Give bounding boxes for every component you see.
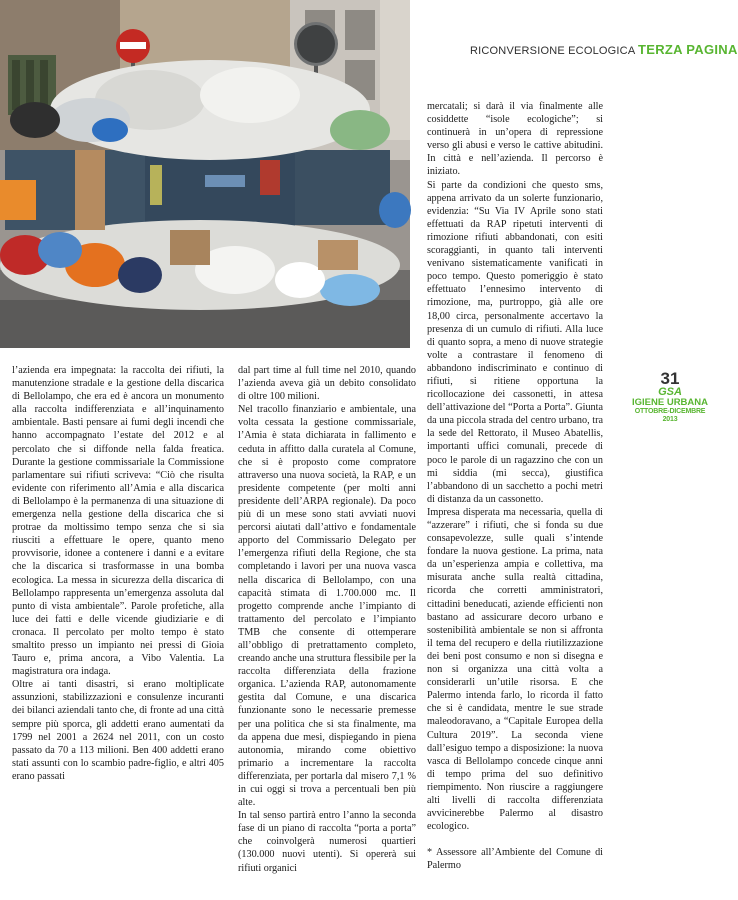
article-column-1 <box>12 364 224 884</box>
article-column-3 <box>427 100 603 872</box>
garbage-street-photo <box>0 0 410 348</box>
paragraph: Nel tracollo finanziario e ambientale, una volta cessata la gestione commissariale, l’Amia è stata dichiarata in fallimento e ceduta in affitto dalla curatela al Comune, che si è proposto come compratore attraverso una nuova società, la RAP, e un presidente competente (per molti anni presidente dell’ARPA regionale). Da poco più di un mese sono stati avviati nuovi percorsi aiutati dall’attivo e fondamentale apporto del Commissario Delegato per l’emergenza rifiuti della Regione, che sta completando i lavori per una nuova vasca nella discarica di Bellolampo, con una capacità stimata di 1.700.000 mc. Il progetto comprende anche l’impianto di trattamento del percolato e l’impianto TMB che consente di ottemperare all’obbligo di pretrattamento completo, creando anche una struttura flessibile per la raccolta differenziata della frazione organica. L’azienda RAP, autonomamente gestita dal Comune, e una discarica funzionante sono le necessarie premesse per una politica che si sta finalmente, ma da appena due mesi, dispiegando in piena autonomia, mirando come obiettivo primario a incrementare la raccolta differenziata, per portarla dal misero 7,1 % in cui oggi si trova a percentuali ben più alte. <box>238 404 416 809</box>
magazine-name: IGIENE URBANA <box>632 397 709 408</box>
article-column-2 <box>238 364 416 884</box>
section-title: TERZA PAGINA <box>638 42 738 57</box>
folio <box>632 370 708 424</box>
paragraph: Impresa disperata ma necessaria, quella di “azzerare” i rifiuti, che si fonda su due consapevolezze, sulle quali s’intende fondare la nuova gestione. La prima, nata da un’esperienza ampia e collettiva, ma misurata anche sulla realtà cittadina, ricorda che corretti amministratori, cittadini beneducati, aziende efficienti non bastano ad assicurare decoro urbano e sostenibilità ambientale se non si affronta il tema del recupero e della riutilizzazione dei beni post consumo e non si disegna e non si organizza una città volta a considerarli un’utile risorsa. E che Palermo intenda farlo, lo ricorda il fatto che si è candidata, mentre le sue strade maleodoravano, a “Capitale Europea della Cultura 2019”. La seconda viene dall’esiguo tempo a disposizione: la nuova vasca di Bellolampo concede cinque anni di tempo prima del suo definitivo riempimento. Non riuscire a raggiungere alti livelli di raccolta differenziata avvicinerebbe Palermo al disastro ecologico. <box>427 506 603 833</box>
section-label: RICONVERSIONE ECOLOGICA <box>470 45 635 57</box>
paragraph: Si parte da condizioni che questo sms, appena arrivato da un solerte funzionario, evidenzia: “Su Via IV Aprile sono stati effettuati da RAP ripetuti interventi di rimozione rifiuti abbandonati, con esiti scoraggianti, in quanto tali interventi venivano sistematicamente vanificati in poco tempo. Questo pomeriggio è stato effettuato l’ennesimo intervento di rimozione, ma, purtroppo, già alle ore 18,00 circa, personalmente accertavo la presenza di un cumulo di rifiuti. Alla luce di quanto sopra, a meno di nuove strategie volte a contrastare il fenomeno di abbandono indiscriminato e continuo di rifiuti, si ritiene opportuna la ricollocazione dei cassonetti, in attesa dell’attivazione del “Porta a Porta”. Giunta da una piccola strada del centro urbano, tra la sede del Rettorato, il Museo Abatellis, importanti uffici comunali, precede di poco le parole di un ragazzino che con un mi siddia (mi secca), giustifica l’abbandono di un sacchetto a pochi metri di distanza da un cassonetto. <box>427 179 603 505</box>
issue-date: OTTOBRE-DICEMBRE 2013 <box>634 408 706 423</box>
paragraph: In tal senso partirà entro l’anno la seconda fase di un piano di raccolta “porta a porta” che coinvolgerà numerosi quartieri (130.000 nuovi utenti). Si opererà sui rifiuti organici <box>238 810 416 874</box>
brand-logo: GSA <box>658 386 682 398</box>
paragraph: Oltre ai tanti disastri, si erano moltiplicate assunzioni, stabilizzazioni e consulenze incuranti dei bilanci aziendali tanto che, di fronte ad una città sempre più sporca, gli addetti erano aumentati da 1799 nel 2001 a 2624 nel 2011, con un costo passato da 70 a 113 milioni. Ben 400 addetti erano stati assunti con lo scambio padre-figlio, e altri 405 erano passati <box>12 679 224 782</box>
paragraph: mercatali; si darà il via finalmente alle cosiddette “isole ecologiche”; si continuerà in un’opera di repressione verso gli abusi e verso le cattive abitudini. In città e nell’azienda. Il percorso è iniziato. <box>427 101 603 178</box>
street-garbage-photo-illustration-icon <box>0 0 410 348</box>
author-footnote: * Assessore all’Ambiente del Comune di Palermo <box>427 847 603 872</box>
paragraph: dal part time al full time nel 2010, quando l’azienda aveva già un debito consolidato di oltre 100 milioni. <box>238 365 416 403</box>
page-number: 31 <box>660 369 680 388</box>
section-header <box>470 42 738 60</box>
paragraph: l’azienda era impegnata: la raccolta dei rifiuti, la manutenzione stradale e la gestione della discarica di Bellolampo, che era ed è ancora un monumento alla raccolta indifferenziata e all’inquinamento ambientale. Basti pensare ai fumi degli incendi che hanno accompagnato l’estate del 2012 e al percolato che si diffonde nella falda freatica. Durante la gestione commissariale la Commissione parlamentare sui rifiuti scriveva: “Ciò che risulta evidente con riferimento all’Amia e alla discarica di Bellolampo è la permanenza di una situazione di emergenza nella gestione della discarica che si protrae da moltissimo tempo senza che si sia riusciti a effettuare le opere, quanto meno provvisorie, idonee a contenere i danni e a evitare che la discarica si trasformasse in una bomba ecologica. La messa in sicurezza della discarica di Bellolampo rappresenta un’emergenza assoluta dal punto di vista ambientale”. Parole profetiche, alla luce dei fatti e delle vicende giudiziarie e di cronaca. Il percolato per molto tempo è stato smaltito presso un impianto nei pressi di Gioia Tauro e, prima ancora, a Vibo Valentia. La magistratura ora indaga. <box>12 365 224 678</box>
